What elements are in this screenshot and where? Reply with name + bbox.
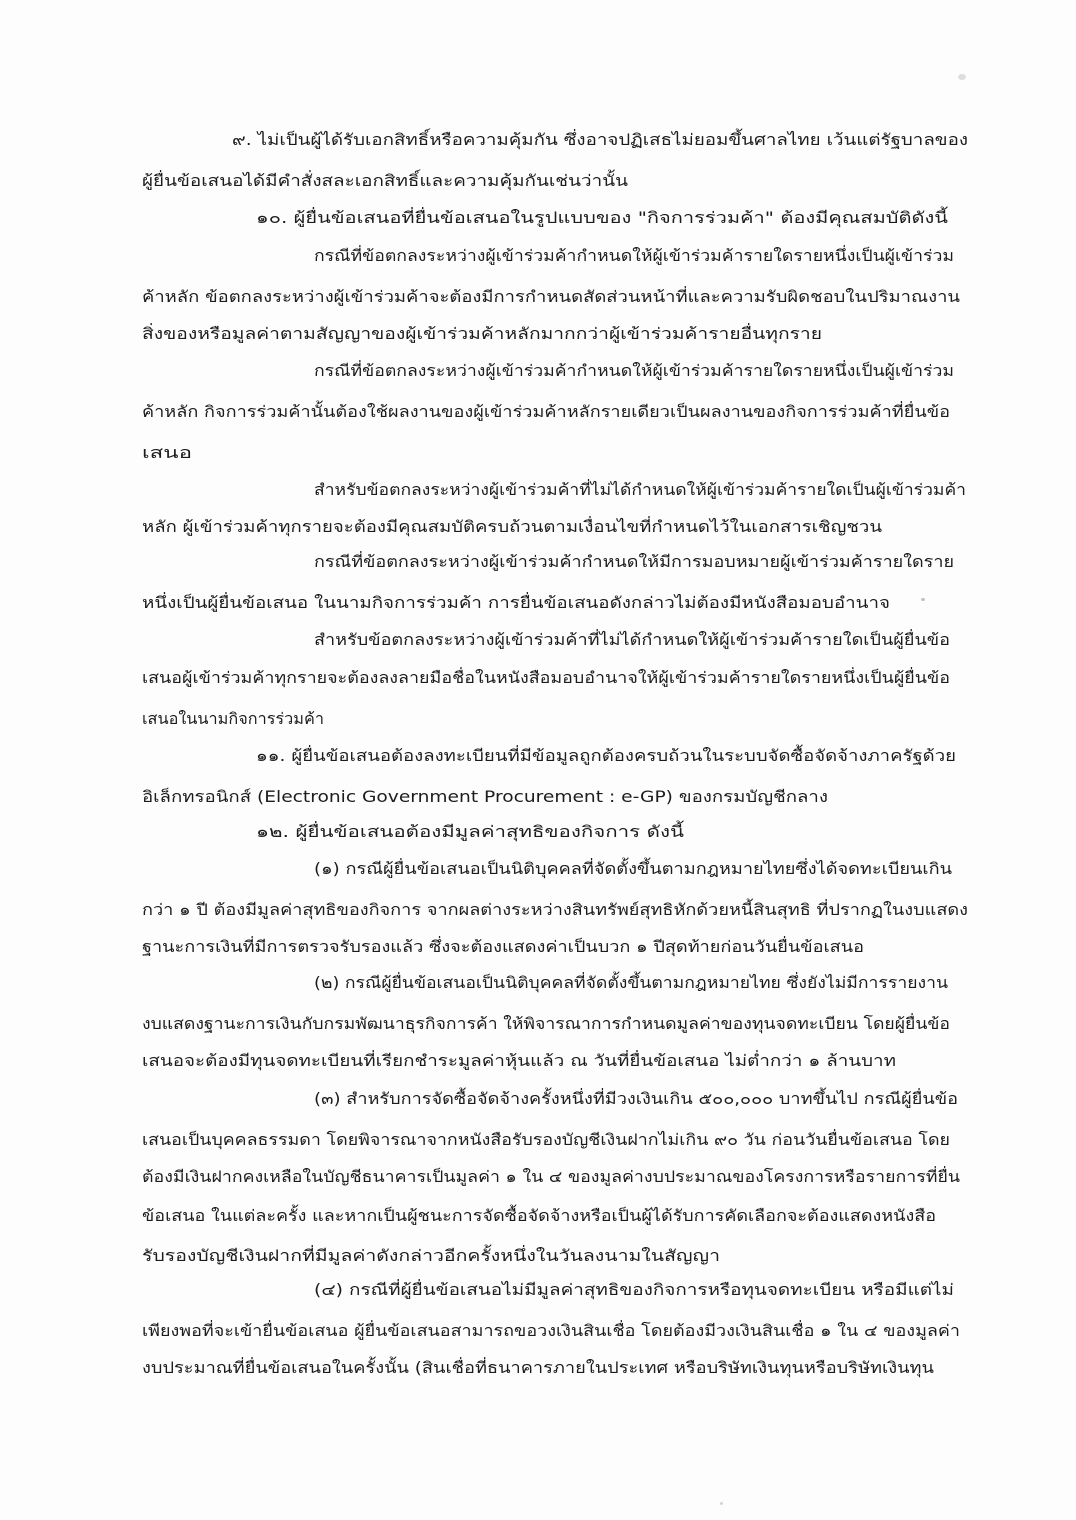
text-line: ต้องมีเงินฝากคงเหลือในบัญชีธนาคารเป็นมูลค่า ๑ ใน ๔ ของมูลค่างบประมาณของโครงการหรือรายการที่ยื่น bbox=[142, 1168, 960, 1186]
text-line: งบแสดงฐานะการเงินกับกรมพัฒนาธุรกิจการค้า ให้พิจารณาการกำหนดมูลค่าของทุนจดทะเบียน โดยผู้ยื่นข้อ bbox=[142, 1015, 951, 1033]
text-line: (๒) กรณีผู้ยื่นข้อเสนอเป็นนิติบุคคลที่จัดตั้งขึ้นตามกฎหมายไทย ซึ่งยังไม่มีการรายงาน bbox=[314, 974, 948, 992]
text-line: กรณีที่ข้อตกลงระหว่างผู้เข้าร่วมค้ากำหนดให้ผู้เข้าร่วมค้ารายใดรายหนึ่งเป็นผู้เข้าร่วม bbox=[314, 247, 954, 265]
text-line: (๓) สำหรับการจัดซื้อจัดจ้างครั้งหนึ่งที่มีวงเงินเกิน ๕๐๐,๐๐๐ บาทขึ้นไป กรณีผู้ยื่นข้อ bbox=[314, 1090, 958, 1108]
text-line: รับรองบัญชีเงินฝากที่มีมูลค่าดังกล่าวอีกครั้งหนึ่งในวันลงนามในสัญญา bbox=[142, 1247, 720, 1265]
text-line: ๑๑. ผู้ยื่นข้อเสนอต้องลงทะเบียนที่มีข้อมูลถูกต้องครบถ้วนในระบบจัดซื้อจัดจ้างภาครัฐด้วย bbox=[256, 747, 957, 765]
scan-speck bbox=[720, 1502, 723, 1505]
text-line: ค้าหลัก ข้อตกลงระหว่างผู้เข้าร่วมค้าจะต้องมีการกำหนดสัดส่วนหน้าที่และความรับผิดชอบในปริมาณงาน bbox=[142, 288, 960, 306]
text-line: หนึ่งเป็นผู้ยื่นข้อเสนอ ในนามกิจการร่วมค้า การยื่นข้อเสนอดังกล่าวไม่ต้องมีหนังสือมอบอำนาจ bbox=[142, 594, 890, 612]
scan-speck bbox=[921, 598, 925, 601]
text-line: เสนอในนามกิจการร่วมค้า bbox=[142, 710, 324, 728]
text-line: ข้อเสนอ ในแต่ละครั้ง และหากเป็นผู้ชนะการจัดซื้อจัดจ้างหรือเป็นผู้ได้รับการคัดเลือกจะต้องแสดงหนังสือ bbox=[142, 1207, 937, 1225]
text-line: เพียงพอที่จะเข้ายื่นข้อเสนอ ผู้ยื่นข้อเสนอสามารถขอวงเงินสินเชื่อ โดยต้องมีวงเงินสินเชื่อ ๑ ใน ๔ ของมูลค่า bbox=[142, 1322, 960, 1340]
text-line: เสนอ bbox=[142, 444, 192, 462]
text-line: หลัก ผู้เข้าร่วมค้าทุกรายจะต้องมีคุณสมบัติครบถ้วนตามเงื่อนไขที่กำหนดไว้ในเอกสารเชิญชวน bbox=[142, 518, 882, 536]
text-line: เสนอผู้เข้าร่วมค้าทุกรายจะต้องลงลายมือชื่อในหนังสือมอบอำนาจให้ผู้เข้าร่วมค้ารายใดรายหนึ่งเป็นผู้ยื่นข้อ bbox=[142, 669, 950, 687]
text-line: (๑) กรณีผู้ยื่นข้อเสนอเป็นนิติบุคคลที่จัดตั้งขึ้นตามกฎหมายไทยซึ่งได้จดทะเบียนเกิน bbox=[314, 860, 952, 878]
text-line: ๙. ไม่เป็นผู้ได้รับเอกสิทธิ์หรือความคุ้มกัน ซึ่งอาจปฏิเสธไม่ยอมขึ้นศาลไทย เว้นแต่รัฐบาลของ bbox=[232, 131, 968, 149]
text-line: กว่า ๑ ปี ต้องมีมูลค่าสุทธิของกิจการ จากผลต่างระหว่างสินทรัพย์สุทธิหักด้วยหนี้สินสุทธิ ที่ปรากฏในงบแสดง bbox=[142, 901, 968, 919]
text-line: ๑๐. ผู้ยื่นข้อเสนอที่ยื่นข้อเสนอในรูปแบบของ "กิจการร่วมค้า" ต้องมีคุณสมบัติดังนี้ bbox=[256, 209, 948, 227]
text-line: งบประมาณที่ยื่นข้อเสนอในครั้งนั้น (สินเชื่อที่ธนาคารภายในประเทศ หรือบริษัทเงินทุนหรือบริษัทเงินทุน bbox=[142, 1359, 934, 1377]
text-line: เสนอเป็นบุคคลธรรมดา โดยพิจารณาจากหนังสือรับรองบัญชีเงินฝากไม่เกิน ๙๐ วัน ก่อนวันยื่นข้อเสนอ โดย bbox=[142, 1131, 950, 1149]
text-line: อิเล็กทรอนิกส์ (Electronic Government Procurement : e-GP) ของกรมบัญชีกลาง bbox=[142, 788, 828, 806]
text-line: ฐานะการเงินที่มีการตรวจรับรองแล้ว ซึ่งจะต้องแสดงค่าเป็นบวก ๑ ปีสุดท้ายก่อนวันยื่นข้อเสนอ bbox=[142, 938, 865, 956]
text-line: (๔) กรณีที่ผู้ยื่นข้อเสนอไม่มีมูลค่าสุทธิของกิจการหรือทุนจดทะเบียน หรือมีแต่ไม่ bbox=[314, 1281, 954, 1299]
text-line: เสนอจะต้องมีทุนจดทะเบียนที่เรียกชำระมูลค่าหุ้นแล้ว ณ วันที่ยื่นข้อเสนอ ไม่ต่ำกว่า ๑ ล้านบาท bbox=[142, 1052, 896, 1070]
scan-speck bbox=[958, 74, 966, 80]
text-line: ๑๒. ผู้ยื่นข้อเสนอต้องมีมูลค่าสุทธิของกิจการ ดังนี้ bbox=[256, 823, 684, 841]
text-line: กรณีที่ข้อตกลงระหว่างผู้เข้าร่วมค้ากำหนดให้มีการมอบหมายผู้เข้าร่วมค้ารายใดราย bbox=[314, 553, 954, 571]
text-line: สำหรับข้อตกลงระหว่างผู้เข้าร่วมค้าที่ไม่ได้กำหนดให้ผู้เข้าร่วมค้ารายใดเป็นผู้ยื่นข้อ bbox=[314, 631, 950, 649]
text-line: ผู้ยื่นข้อเสนอได้มีคำสั่งสละเอกสิทธิ์และความคุ้มกันเช่นว่านั้น bbox=[142, 172, 628, 190]
text-line: ค้าหลัก กิจการร่วมค้านั้นต้องใช้ผลงานของผู้เข้าร่วมค้าหลักรายเดียวเป็นผลงานของกิจการร่วมค้าที่ยื่นข้อ bbox=[142, 403, 950, 421]
text-line: สำหรับข้อตกลงระหว่างผู้เข้าร่วมค้าที่ไม่ได้กำหนดให้ผู้เข้าร่วมค้ารายใดเป็นผู้เข้าร่วมค้า bbox=[314, 481, 966, 499]
text-line: สิ่งของหรือมูลค่าตามสัญญาของผู้เข้าร่วมค้าหลักมากกว่าผู้เข้าร่วมค้ารายอื่นทุกราย bbox=[142, 325, 822, 343]
text-line: กรณีที่ข้อตกลงระหว่างผู้เข้าร่วมค้ากำหนดให้ผู้เข้าร่วมค้ารายใดรายหนึ่งเป็นผู้เข้าร่วม bbox=[314, 362, 954, 380]
